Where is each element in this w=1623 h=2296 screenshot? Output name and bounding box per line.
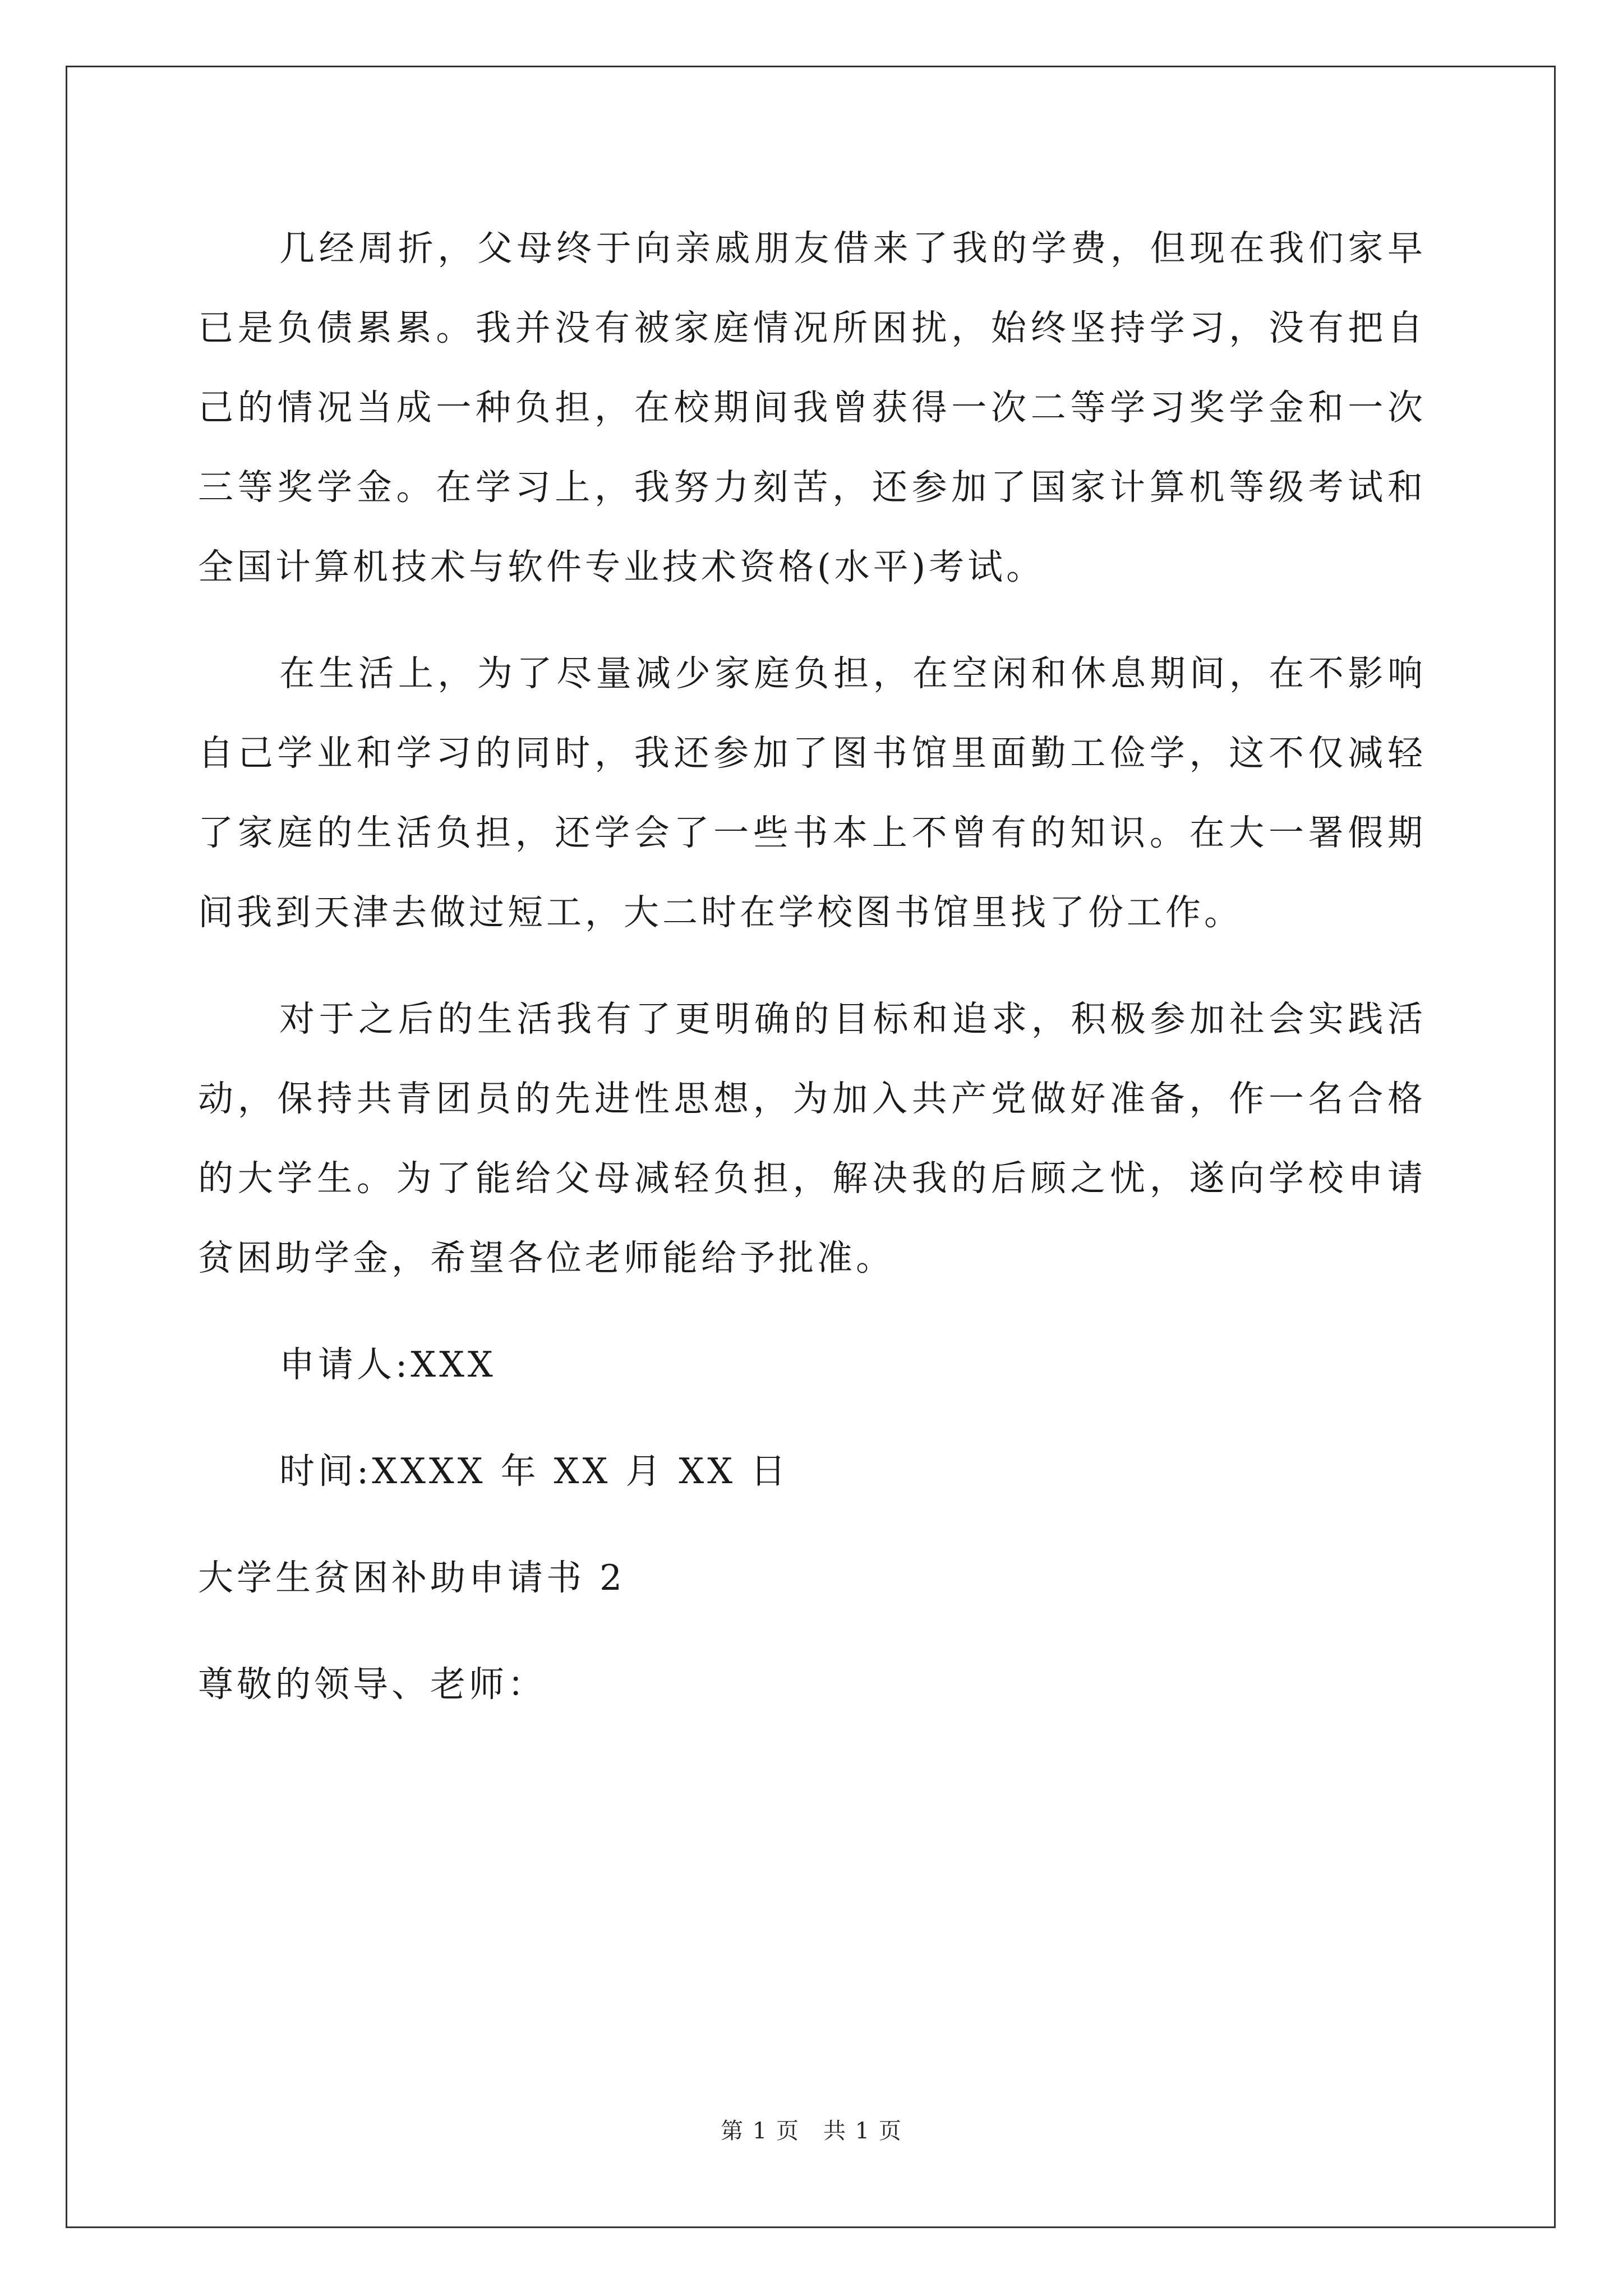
page-footer: 第 1 页 共 1 页 [721,2118,902,2144]
date-line: 时间:XXXX 年 XX 月 XX 日 [279,1451,790,1492]
salutation: 尊敬的领导、老师： [198,1664,546,1705]
applicant-line: 申请人:XXX [279,1344,496,1385]
paragraph-2: 在生活上，为了尽量减少家庭负担，在空闲和休息期间，在不影响自己学业和学习的同时，我还参加了图书馆里面勤工俭学，这不仅减轻了家庭的生活负担，还学会了一些书本上不曾有的知识。在大一署假期间我到天津去做过短工，大二时在学校图书馆里找了份工作。 [198,653,1426,933]
next-document-title: 大学生贫困补助申请书 2 [198,1557,626,1598]
document-body [198,209,1426,1724]
paragraph-3: 对于之后的生活我有了更明确的目标和追求，积极参加社会实践活动，保持共青团员的先进性思想，为加入共产党做好准备，作一名合格的大学生。为了能给父母减轻负担，解决我的后顾之忧，遂向学校申请贫困助学金，希望各位老师能给予批准。 [198,999,1426,1278]
paragraph-1: 几经周折，父母终于向亲戚朋友借来了我的学费，但现在我们家早已是负债累累。我并没有被家庭情况所困扰，始终坚持学习，没有把自己的情况当成一种负担，在校期间我曾获得一次二等学习奖学金和一次三等奖学金。在学习上，我努力刻苦，还参加了国家计算机等级考试和全国计算机技术与软件专业技术资格(水平)考试。 [198,228,1426,587]
